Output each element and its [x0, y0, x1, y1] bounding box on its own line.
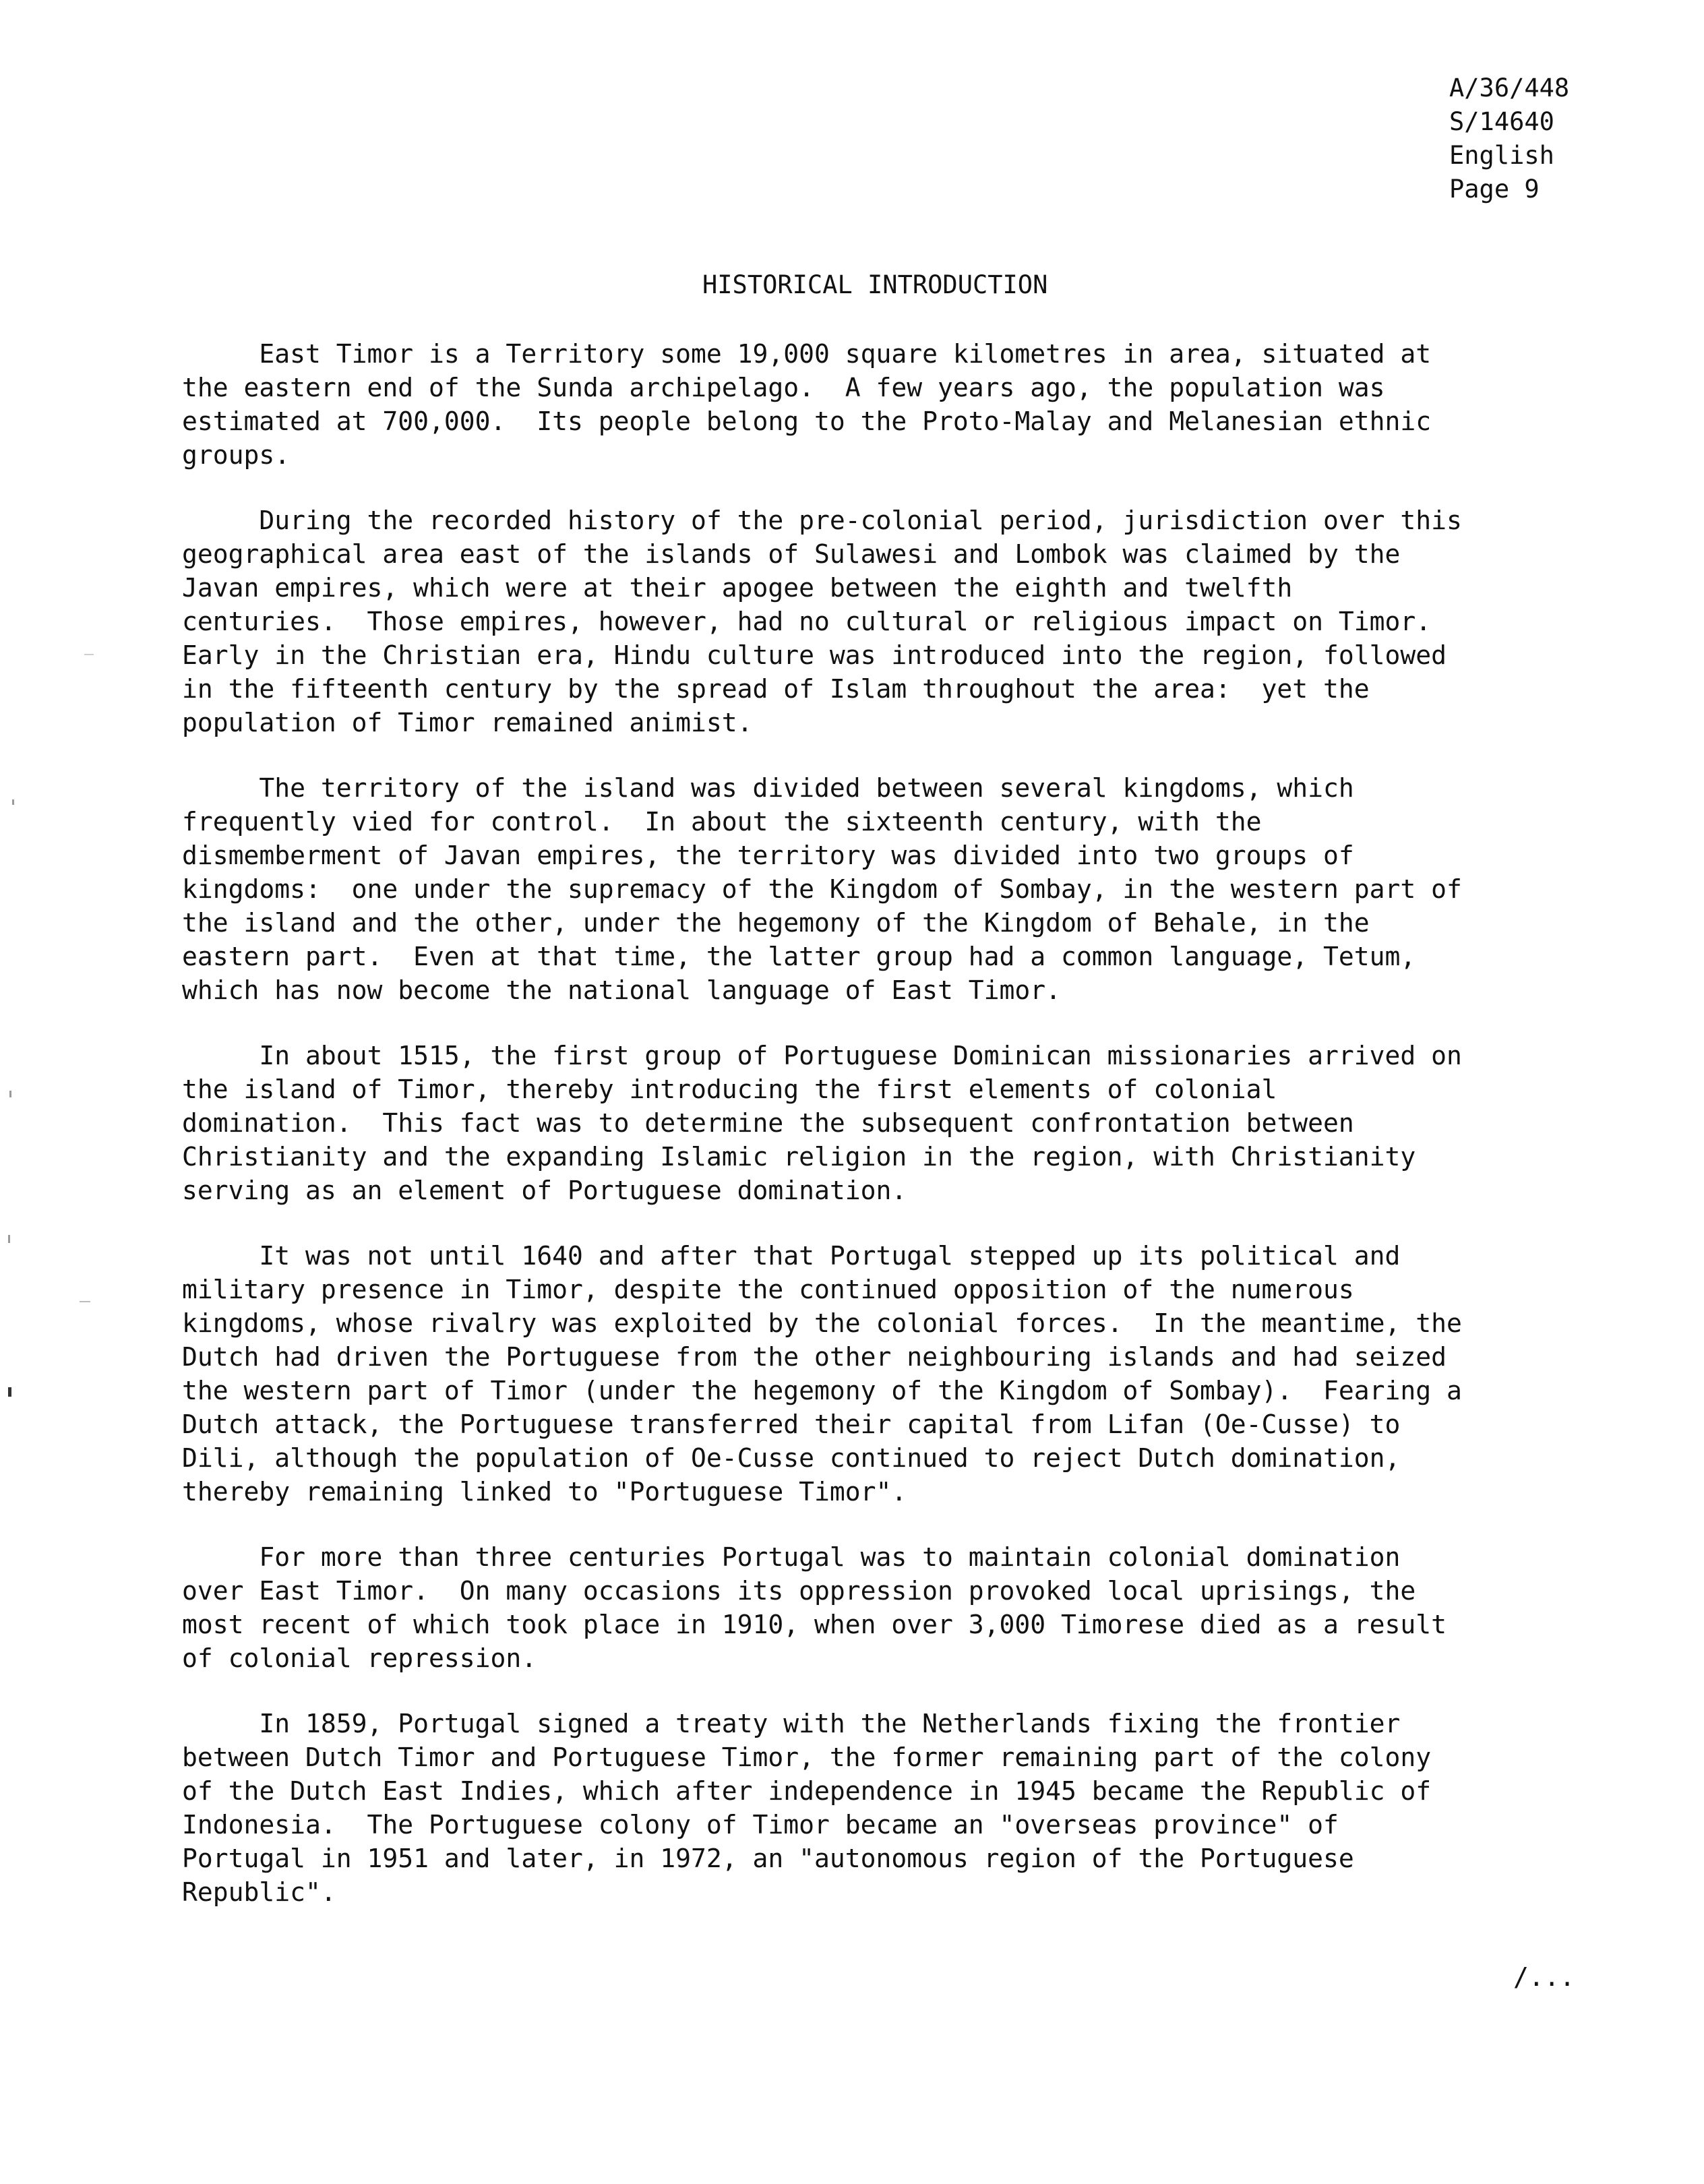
- paragraph-line: which has now become the national language of East Timor.: [182, 975, 1062, 1005]
- paragraph-line: Javan empires, which were at their apogee between the eighth and twelfth: [182, 573, 1293, 603]
- paragraph-line: thereby remaining linked to "Portuguese Timor".: [182, 1477, 907, 1507]
- paragraph-line: Dili, although the population of Oe-Cusse continued to reject Dutch domination,: [182, 1443, 1401, 1473]
- paragraph-line: Dutch had driven the Portuguese from the other neighbouring islands and had seized: [182, 1342, 1447, 1372]
- paragraph-line: East Timor is a Territory some 19,000 square kilometres in area, situated at: [182, 339, 1432, 369]
- document-symbol-line: A/36/448: [1449, 73, 1570, 102]
- paragraph-line: centuries. Those empires, however, had no cultural or religious impact on Timor.: [182, 607, 1432, 636]
- scan-speck: [8, 1387, 11, 1397]
- body-text: [182, 337, 1692, 1941]
- paragraph-line: Republic".: [182, 1877, 336, 1907]
- paragraph-line: in the fifteenth century by the spread of Islam throughout the area: yet the: [182, 674, 1370, 704]
- paragraph-line: The territory of the island was divided between several kingdoms, which: [182, 773, 1354, 803]
- continuation-mark: /...: [1513, 1962, 1575, 1992]
- paragraph-line: population of Timor remained animist.: [182, 708, 753, 737]
- paragraph-line: kingdoms: one under the supremacy of the Kingdom of Sombay, in the western part of: [182, 874, 1462, 904]
- paragraph-line: It was not until 1640 and after that Portugal stepped up its political and: [182, 1241, 1401, 1271]
- paragraph-line: frequently vied for control. In about the sixteenth century, with the: [182, 807, 1262, 837]
- paragraph-line: groups.: [182, 440, 291, 470]
- paragraph-line: estimated at 700,000. Its people belong to the Proto-Malay and Melanesian ethnic: [182, 406, 1432, 436]
- paragraph-line: the eastern end of the Sunda archipelago. A few years ago, the population was: [182, 373, 1385, 402]
- scan-speck: [9, 1091, 11, 1097]
- paragraph-line: most recent of which took place in 1910, when over 3,000 Timorese died as a result: [182, 1610, 1447, 1639]
- scan-speck: [84, 654, 94, 655]
- document-symbol-block: [1449, 71, 1569, 206]
- paragraph: [182, 1039, 1692, 1207]
- paragraph-line: of the Dutch East Indies, which after independence in 1945 became the Republic of: [182, 1776, 1432, 1806]
- paragraph-line: between Dutch Timor and Portuguese Timor, the former remaining part of the colony: [182, 1742, 1432, 1772]
- page-number-line: Page 9: [1449, 175, 1540, 204]
- paragraph-line: Portugal in 1951 and later, in 1972, an "autonomous region of the Portuguese: [182, 1844, 1354, 1873]
- paragraph-line: Early in the Christian era, Hindu culture was introduced into the region, followed: [182, 640, 1447, 670]
- paragraph-line: eastern part. Even at that time, the latter group had a common language, Tetum,: [182, 942, 1416, 971]
- paragraph-line: Christianity and the expanding Islamic religion in the region, with Christianity: [182, 1142, 1416, 1172]
- paragraph-line: In 1859, Portugal signed a treaty with the Netherlands fixing the frontier: [182, 1709, 1401, 1738]
- paragraph: [182, 771, 1692, 1007]
- paragraph-line: over East Timor. On many occasions its oppression provoked local uprisings, the: [182, 1576, 1416, 1606]
- paragraph: [182, 1707, 1692, 1909]
- scan-speck: [12, 799, 14, 805]
- paragraph-line: the western part of Timor (under the hegemony of the Kingdom of Sombay). Fearing a: [182, 1376, 1462, 1405]
- paragraph-line: Dutch attack, the Portuguese transferred their capital from Lifan (Oe-Cusse) to: [182, 1409, 1401, 1439]
- scan-speck: [8, 1235, 10, 1243]
- paragraph-line: For more than three centuries Portugal was to maintain colonial domination: [182, 1542, 1401, 1572]
- section-title: HISTORICAL INTRODUCTION: [702, 270, 1048, 299]
- paragraph-line: military presence in Timor, despite the continued opposition of the numerous: [182, 1275, 1354, 1304]
- paragraph-line: In about 1515, the first group of Portuguese Dominican missionaries arrived on: [182, 1041, 1462, 1070]
- paragraph-line: the island of Timor, thereby introducing the first elements of colonial: [182, 1074, 1277, 1104]
- paragraph-line: kingdoms, whose rivalry was exploited by the colonial forces. In the meantime, the: [182, 1308, 1462, 1338]
- paragraph-line: of colonial repression.: [182, 1643, 537, 1673]
- paragraph: [182, 1239, 1692, 1509]
- scan-speck: [80, 1301, 90, 1302]
- paragraph-line: Indonesia. The Portuguese colony of Timor became an "overseas province" of: [182, 1810, 1339, 1840]
- document-symbol-line: S/14640: [1449, 107, 1554, 136]
- paragraph-line: domination. This fact was to determine the subsequent confrontation between: [182, 1108, 1354, 1138]
- paragraph: [182, 504, 1692, 739]
- paragraph-line: geographical area east of the islands of Sulawesi and Lombok was claimed by the: [182, 539, 1401, 569]
- paragraph-line: serving as an element of Portuguese domination.: [182, 1176, 907, 1205]
- paragraph: [182, 1540, 1692, 1675]
- paragraph-line: During the recorded history of the pre-colonial period, jurisdiction over this: [182, 506, 1462, 535]
- paragraph-line: dismemberment of Javan empires, the territory was divided into two groups of: [182, 841, 1354, 870]
- paragraph: [182, 337, 1692, 472]
- paragraph-line: the island and the other, under the hegemony of the Kingdom of Behale, in the: [182, 908, 1370, 938]
- language-line: English: [1449, 141, 1554, 170]
